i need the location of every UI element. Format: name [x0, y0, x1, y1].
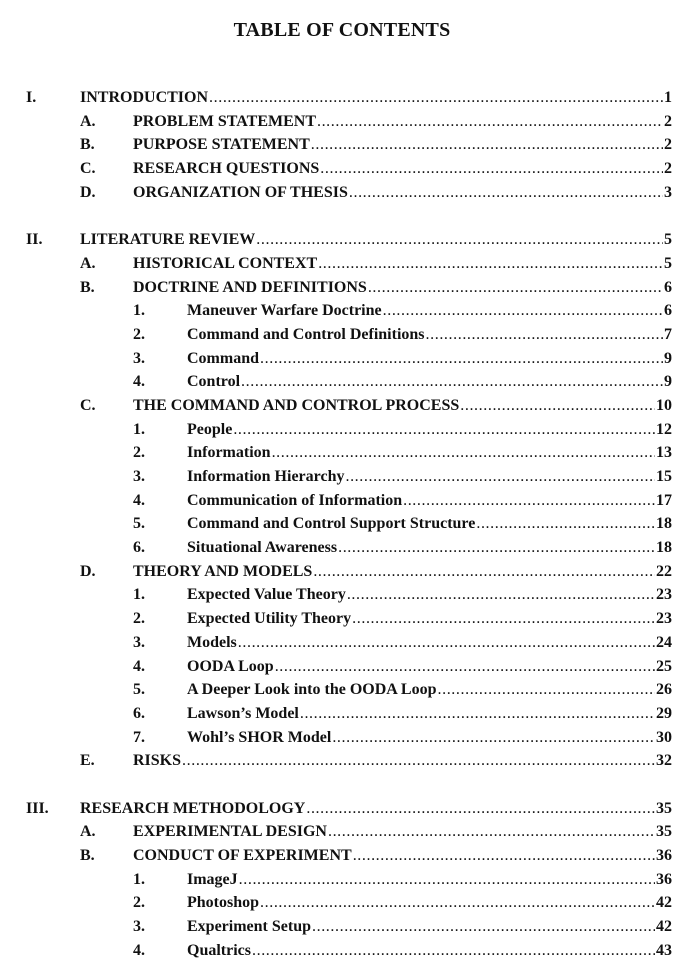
dot-leader	[328, 820, 655, 844]
dot-leader	[241, 370, 663, 394]
entry-title[interactable]: Photoshop	[187, 891, 260, 915]
entry-line	[80, 797, 672, 821]
dot-leader	[252, 939, 655, 963]
dot-leader	[209, 86, 663, 110]
dot-leader	[476, 512, 655, 536]
toc-entry[interactable]	[0, 797, 684, 821]
entry-line	[133, 157, 672, 181]
entry-title[interactable]: Communication of Information	[187, 489, 403, 513]
entry-line	[187, 631, 672, 655]
entry-line	[187, 418, 672, 442]
entry-number: 6.	[133, 539, 145, 557]
toc-entry[interactable]	[0, 418, 684, 442]
entry-number: 2.	[133, 325, 145, 343]
entry-number: D.	[80, 183, 96, 201]
dot-leader	[256, 228, 663, 252]
entry-line	[133, 749, 672, 773]
page-number[interactable]: 23	[656, 610, 672, 628]
blank-row	[0, 773, 684, 797]
entry-number: B.	[80, 278, 95, 296]
page-number[interactable]: 29	[656, 704, 672, 722]
page-number[interactable]: 35	[656, 823, 672, 841]
toc-entry[interactable]	[0, 536, 684, 560]
toc-entry[interactable]	[0, 276, 684, 300]
entry-number: 1.	[133, 420, 145, 438]
page-number[interactable]: 42	[656, 918, 672, 936]
dot-leader	[317, 110, 663, 134]
entry-line	[187, 489, 672, 513]
entry-line	[187, 299, 672, 323]
entry-line	[187, 465, 672, 489]
entry-line	[187, 441, 672, 465]
dot-leader	[312, 915, 655, 939]
entry-line	[187, 678, 672, 702]
entry-line	[133, 276, 672, 300]
entry-line	[133, 133, 672, 157]
page-number[interactable]: 2	[664, 136, 672, 154]
entry-number: 4.	[133, 491, 145, 509]
dot-leader	[260, 891, 655, 915]
dot-leader	[332, 726, 655, 750]
toc-entry[interactable]	[0, 465, 684, 489]
entry-line	[133, 844, 672, 868]
entry-title[interactable]: RISKS	[133, 749, 182, 773]
toc-entry[interactable]	[0, 915, 684, 939]
entry-title[interactable]: HISTORICAL CONTEXT	[133, 252, 318, 276]
page-number[interactable]: 26	[656, 681, 672, 699]
entry-line	[187, 583, 672, 607]
entry-title[interactable]: ImageJ	[187, 868, 239, 892]
page-number[interactable]: 22	[656, 562, 672, 580]
entry-line	[133, 181, 672, 205]
dot-leader	[313, 560, 655, 584]
entry-title[interactable]: Wohl’s SHOR Model	[187, 726, 332, 750]
entry-line	[187, 512, 672, 536]
entry-number: 2.	[133, 610, 145, 628]
toc-entry[interactable]	[0, 370, 684, 394]
dot-leader	[306, 797, 655, 821]
entry-number: 1.	[133, 870, 145, 888]
page-number[interactable]: 5	[664, 254, 672, 272]
entry-title[interactable]: RESEARCH METHODOLOGY	[80, 797, 306, 821]
page-number[interactable]: 24	[656, 633, 672, 651]
entry-line	[187, 370, 672, 394]
toc-entry[interactable]	[0, 631, 684, 655]
entry-title[interactable]: Qualtrics	[187, 939, 252, 963]
toc-entry[interactable]	[0, 749, 684, 773]
dot-leader	[349, 181, 663, 205]
toc-entry[interactable]	[0, 678, 684, 702]
entry-title[interactable]: THEORY AND MODELS	[133, 560, 313, 584]
entry-number: B.	[80, 847, 95, 864]
toc-entry[interactable]	[0, 939, 684, 963]
entry-title[interactable]: Experiment Setup	[187, 915, 312, 939]
entry-title[interactable]: Models	[187, 631, 238, 655]
entry-line	[187, 891, 672, 915]
entry-line	[80, 228, 672, 252]
entry-number: 2.	[133, 894, 145, 912]
entry-number: A.	[80, 254, 96, 272]
entry-number: 3.	[133, 349, 145, 367]
entry-title[interactable]: Expected Utility Theory	[187, 607, 352, 631]
toc-entry[interactable]	[0, 347, 684, 371]
dot-leader	[426, 323, 663, 347]
entry-title[interactable]: Command and Control Definitions	[187, 323, 426, 347]
entry-number: C.	[80, 396, 96, 414]
page-number[interactable]: 13	[656, 444, 672, 462]
dot-leader	[352, 607, 655, 631]
entry-title[interactable]: People	[187, 418, 233, 442]
entry-title[interactable]: THE COMMAND AND CONTROL PROCESS	[133, 394, 460, 418]
page-number[interactable]: 36	[656, 870, 672, 888]
entry-number: 5.	[133, 681, 145, 699]
dot-leader	[239, 868, 655, 892]
toc-entry[interactable]	[0, 512, 684, 536]
toc-entry[interactable]	[0, 252, 684, 276]
page-number[interactable]: 43	[656, 941, 672, 959]
page-number[interactable]: 17	[656, 491, 672, 509]
dot-leader	[368, 276, 663, 300]
page-number[interactable]: 9	[664, 373, 672, 391]
entry-title[interactable]: DOCTRINE AND DEFINITIONS	[133, 276, 368, 300]
entry-title[interactable]: PROBLEM STATEMENT	[133, 110, 317, 134]
entry-title[interactable]: CONDUCT OF EXPERIMENT	[133, 844, 353, 868]
page-title: TABLE OF CONTENTS	[233, 19, 451, 41]
page-number[interactable]: 2	[664, 160, 672, 178]
dot-leader	[233, 418, 655, 442]
entry-number: D.	[80, 562, 96, 580]
entry-line	[133, 252, 672, 276]
page-number[interactable]: 32	[656, 752, 672, 770]
entry-number: 2.	[133, 444, 145, 462]
toc-entry[interactable]	[0, 891, 684, 915]
toc-entry[interactable]	[0, 299, 684, 323]
entry-title[interactable]: LITERATURE REVIEW	[80, 228, 256, 252]
entry-line	[187, 536, 672, 560]
toc-entry[interactable]	[0, 560, 684, 584]
entry-line	[133, 394, 672, 418]
entry-line	[187, 702, 672, 726]
dot-leader	[403, 489, 655, 513]
entry-number: II.	[26, 231, 43, 249]
dot-leader	[353, 844, 655, 868]
toc-entry[interactable]	[0, 844, 684, 868]
toc-entry[interactable]	[0, 133, 684, 157]
entry-number: A.	[80, 112, 96, 130]
entry-title[interactable]: A Deeper Look into the OODA Loop	[187, 678, 438, 702]
entry-title[interactable]: Command and Control Support Structure	[187, 512, 476, 536]
page-number[interactable]: 3	[664, 183, 672, 201]
entry-number: 7.	[133, 728, 145, 746]
entry-line	[133, 560, 672, 584]
entry-number: I.	[26, 89, 37, 106]
entry-title[interactable]: OODA Loop	[187, 655, 275, 679]
dot-leader	[238, 631, 655, 655]
dot-leader	[272, 441, 655, 465]
entry-number: 5.	[133, 515, 145, 533]
dot-leader	[338, 536, 655, 560]
dot-leader	[275, 655, 655, 679]
toc-entry[interactable]	[0, 394, 684, 418]
entry-number: 4.	[133, 373, 145, 391]
page-number[interactable]: 6	[664, 302, 672, 320]
toc-entry[interactable]	[0, 110, 684, 134]
entry-number: III.	[26, 799, 49, 817]
toc-entry[interactable]	[0, 228, 684, 252]
entry-line	[187, 939, 672, 963]
toc-entry[interactable]	[0, 726, 684, 750]
entry-line	[187, 655, 672, 679]
page-number[interactable]: 10	[656, 396, 672, 414]
dot-leader	[438, 678, 656, 702]
page-number[interactable]: 7	[664, 325, 672, 343]
entry-line	[187, 323, 672, 347]
entry-title[interactable]: Information Hierarchy	[187, 465, 345, 489]
entry-line	[187, 726, 672, 750]
entry-title[interactable]: Maneuver Warfare Doctrine	[187, 299, 383, 323]
entry-title[interactable]: Situational Awareness	[187, 536, 338, 560]
entry-number: A.	[80, 823, 96, 841]
dot-leader	[347, 583, 655, 607]
entry-title[interactable]: ORGANIZATION OF THESIS	[133, 181, 349, 205]
entry-line	[133, 820, 672, 844]
dot-leader	[318, 252, 663, 276]
page-number[interactable]: 15	[656, 468, 672, 485]
page-number[interactable]: 23	[656, 586, 672, 604]
page-number[interactable]: 2	[664, 112, 672, 130]
entry-title[interactable]: INTRODUCTION	[80, 86, 209, 110]
page-number[interactable]: 1	[664, 89, 672, 106]
entry-number: E.	[80, 752, 95, 770]
page-number[interactable]: 25	[656, 657, 672, 675]
dot-leader	[460, 394, 655, 418]
entry-line	[187, 347, 672, 371]
entry-line	[133, 110, 672, 134]
table-of-contents	[0, 86, 684, 962]
entry-number: C.	[80, 160, 96, 178]
entry-number: 4.	[133, 941, 145, 959]
dot-leader	[320, 157, 663, 181]
entry-title[interactable]: Lawson’s Model	[187, 702, 300, 726]
page-number[interactable]: 18	[656, 515, 672, 533]
entry-title[interactable]: Information	[187, 441, 272, 465]
toc-entry[interactable]	[0, 157, 684, 181]
entry-title[interactable]: Control	[187, 370, 241, 394]
entry-line	[80, 86, 672, 110]
entry-number: 1.	[133, 302, 145, 320]
toc-entry[interactable]	[0, 820, 684, 844]
entry-title[interactable]: Expected Value Theory	[187, 583, 347, 607]
entry-number: 1.	[133, 586, 145, 604]
page-number[interactable]: 18	[656, 539, 672, 557]
toc-entry[interactable]	[0, 323, 684, 347]
entry-number: 3.	[133, 633, 145, 651]
toc-entry[interactable]	[0, 655, 684, 679]
page-number[interactable]: 12	[656, 420, 672, 438]
entry-title[interactable]: EXPERIMENTAL DESIGN	[133, 820, 328, 844]
entry-number: B.	[80, 136, 95, 154]
toc-entry[interactable]	[0, 607, 684, 631]
toc-entry[interactable]	[0, 583, 684, 607]
toc-entry[interactable]	[0, 86, 684, 110]
entry-number: 4.	[133, 657, 145, 675]
dot-leader	[182, 749, 655, 773]
entry-line	[187, 868, 672, 892]
page-number[interactable]: 30	[656, 728, 672, 746]
page-number[interactable]: 35	[656, 799, 672, 817]
entry-number: 3.	[133, 468, 145, 485]
page-number[interactable]: 36	[656, 847, 672, 864]
toc-entry[interactable]	[0, 181, 684, 205]
toc-entry[interactable]	[0, 868, 684, 892]
page-number[interactable]: 5	[664, 231, 672, 249]
entry-line	[187, 915, 672, 939]
entry-title[interactable]: PURPOSE STATEMENT	[133, 133, 311, 157]
dot-leader	[383, 299, 663, 323]
page-number[interactable]: 42	[656, 894, 672, 912]
blank-row	[0, 204, 684, 228]
entry-title[interactable]: Command	[187, 347, 260, 371]
toc-entry[interactable]	[0, 441, 684, 465]
entry-number: 3.	[133, 918, 145, 936]
dot-leader	[345, 465, 655, 489]
page-number[interactable]: 6	[664, 278, 672, 296]
entry-title[interactable]: RESEARCH QUESTIONS	[133, 157, 320, 181]
dot-leader	[260, 347, 663, 371]
page-number[interactable]: 9	[664, 349, 672, 367]
entry-number: 6.	[133, 704, 145, 722]
toc-entry[interactable]	[0, 489, 684, 513]
entry-line	[187, 607, 672, 631]
toc-entry[interactable]	[0, 702, 684, 726]
dot-leader	[311, 133, 663, 157]
dot-leader	[300, 702, 655, 726]
